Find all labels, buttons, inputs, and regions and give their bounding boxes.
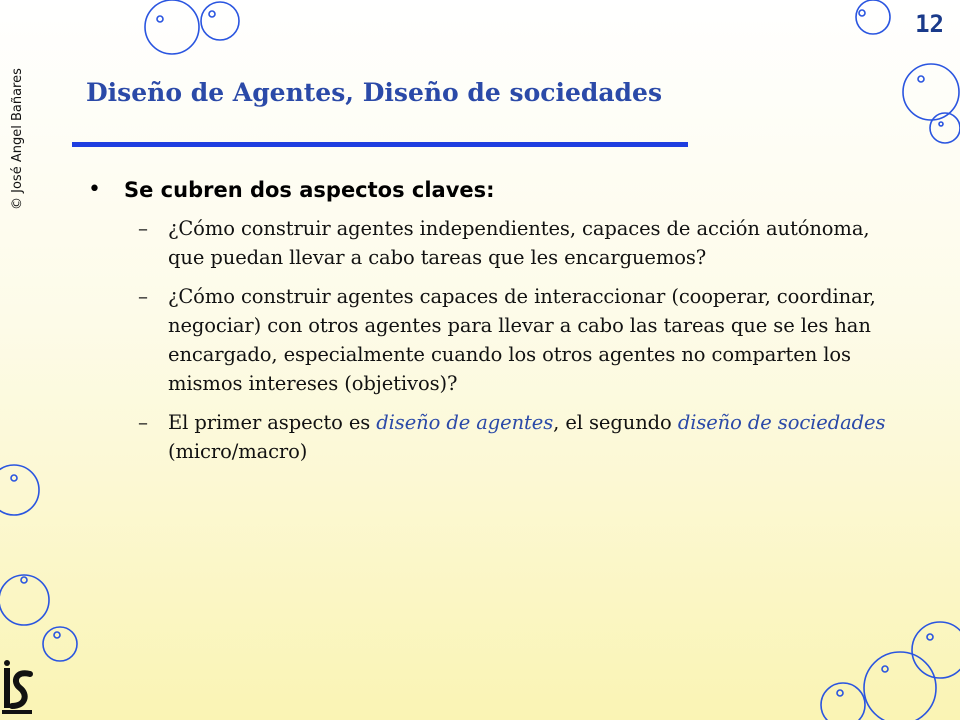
sub-bullet-text: ¿Cómo construir agentes capaces de interaccionar (cooperar, coordinar, negociar) con otros agentes para llevar a cabo las tareas que se les han encargado, especialmente cuando los otros agentes no comparten los mismos intereses (objetivos)? xyxy=(168,285,876,395)
sub-bullet-item xyxy=(138,214,928,272)
dash-marker: – xyxy=(138,410,148,434)
bullet-marker: • xyxy=(88,177,101,202)
bubble xyxy=(859,10,865,16)
bubble xyxy=(918,76,924,82)
bubble xyxy=(145,0,199,54)
bubble xyxy=(11,475,17,481)
title-underline xyxy=(72,142,688,147)
bubble xyxy=(912,622,960,678)
bullet-item xyxy=(88,174,928,206)
bubble xyxy=(864,652,936,720)
text-fragment: , el segundo xyxy=(553,411,678,434)
bullet-heading: Se cubren dos aspectos claves: xyxy=(124,178,495,202)
bubble xyxy=(903,64,959,120)
page-number: 12 xyxy=(915,10,944,38)
bubble xyxy=(157,16,163,22)
sub-bullet-text xyxy=(168,408,908,466)
bubble xyxy=(927,634,933,640)
bubble xyxy=(54,632,60,638)
bubble xyxy=(43,627,77,661)
sub-bullet-item xyxy=(138,282,928,398)
copyright-text: © José Angel Bañares xyxy=(10,68,25,210)
bubble xyxy=(930,113,960,143)
bubble xyxy=(209,11,215,17)
bubble xyxy=(882,666,888,672)
sub-bullet-item xyxy=(138,408,928,466)
dash-marker: – xyxy=(138,284,148,308)
bubble xyxy=(821,683,865,720)
text-fragment: El primer aspecto es xyxy=(168,411,377,434)
slide-content xyxy=(88,174,928,476)
bubble xyxy=(939,122,943,126)
text-fragment: (micro/macro) xyxy=(168,440,308,463)
emphasis-agent-design: diseño de agentes xyxy=(376,411,554,434)
slide-title: Diseño de Agentes, Diseño de sociedades xyxy=(86,78,663,107)
bubble xyxy=(21,577,27,583)
university-logo-icon xyxy=(2,660,36,720)
bubble xyxy=(856,0,890,34)
bubble xyxy=(201,2,239,40)
bubble xyxy=(0,465,39,515)
dash-marker: – xyxy=(138,216,148,240)
bubble xyxy=(837,690,843,696)
emphasis-society-design: diseño de sociedades xyxy=(677,411,886,434)
sub-bullet-text: ¿Cómo construir agentes independientes, capaces de acción autónoma, que puedan llevar a cabo tareas que les encarguemos? xyxy=(168,217,870,269)
